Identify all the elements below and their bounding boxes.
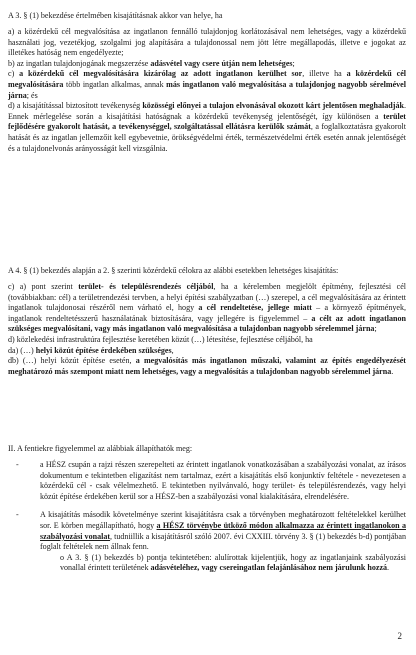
page-number: 2	[397, 631, 402, 641]
purpose-da: da) (…) helyi közút építése érdekében szükséges,	[8, 345, 174, 355]
dash-bullet: -	[16, 460, 19, 470]
finding-item: - a HÉSZ csupán a rajzi részen szerepelteti az érintett ingatlanok vonatkozásában a szabályozási vonalat, az írásos dokumentum e tekintetben eligazítást nem tartalmaz, ezért a kisajátítás első konjunktív feltétele - nevezetesen a közérdekű cél - csak vélelmezhető. E tekintetben nyilvánvaló, hogy terület- és településrendezés, vagy helyi közút építése érdekében kerül sor a HÉSZ-ben a szabályozási vonal kialakítására, elrendelésére.	[16, 460, 406, 501]
purpose-d: d) közlekedési infrastruktúra fejlesztése keretében közút (…) létesítése, fejlesztése céljából, ha	[8, 335, 313, 345]
section-public-purposes	[8, 266, 406, 377]
condition-d: d) a kisajátítással biztosított tevékenység közösségi előnyei a tulajon elvonásával okozott kárt jelentősen meghaladják. Ennek mérlegelése során a kisajátítási hatóságnak a közérdekű tevékenység jelentőségét, így különösen a terület fejlődésére gyakorolt hatását, a tevékenységgel, szolgáltatással ellátásra kerülők számát, a foglalkoztatásra gyakorolt hatását és az ingatlan jellemzőit kell egybevetnie, örökségvédelmi érték, természetvédelmi érték esetén annak jelentőségét és a tulajdonelvonás arányosságát kell vizsgálnia.	[8, 101, 406, 153]
section-intro: A 4. § (1) bekezdés alapján a 2. § szerinti közérdekű célokra az alábbi esetekben lehetséges kisajátítás:	[8, 266, 339, 275]
finding-subitem: o A 3. § (1) bekezdés b) pontja tekintetében: alulírottak kijelentjük, hogy az ingatlanjaink szabályozási vonallal érintett területének adásvételéhez, vagy csereingatlan felajánlásához nem járulunk hozzá.	[60, 552, 406, 573]
purpose-db: db) (…) helyi közút építése esetén, a megvalósítás más ingatlanon műszaki, valamint az építés engedélyezését meghatározó más szempont miatt nem lehetséges, vagy a megvalósítás a tulajdonban nagyobb sérelemmel járna.	[8, 356, 406, 376]
section-findings	[8, 444, 406, 574]
condition-a: a) a közérdekű cél megvalósítása az ingatlanon fennálló tulajdonjog korlátozásával nem lehetséges, vagy a közérdekű használati jog, vezetékjog, szolgalmi jog alapítására a tulajdonossal nem jött létre megállapodás, illetve e jogokat az illetékes hatóság nem engedélyezte;	[8, 27, 406, 58]
section-intro: II. A fentiekre figyelemmel az alábbiak állapíthatók meg:	[8, 444, 193, 453]
section-intro: A 3. § (1) bekezdése értelmében kisajátításnak akkor van helye, ha	[8, 11, 223, 20]
condition-c: c) a közérdekű cél megvalósítására kizárólag az adott ingatlanon kerülhet sor, illetve ha a közérdekű cél megvalósítására több ingatlan alkalmas, annak más ingatlanon való megvalósítása a tulajdonjog nagyobb sérelmével járna; és	[8, 69, 407, 100]
dash-bullet: -	[16, 510, 19, 520]
condition-b: b) az ingatlan tulajdonjogának megszerzése adásvétel vagy csere útján nem lehetséges;	[8, 58, 295, 68]
purpose-c: c) a) pont szerint terület- és településrendezés céljából, ha a kérelemben megjelölt építmény, fejlesztési cél (továbbiakban: cél) a területrendezési tervben, a helyi építési szabályzatban (…) szerepel, a cél megvalósítására az érintett ingatlanok tulajdonosai részéről nem várható el, hogy a cél rendeltetése, jellege miatt – a környező építmények, ingatlanok rendeltetésszerű használatának biztosítására, vagy jellegére is figyelemmel – a célt az adott ingatlanon szükséges megvalósítani, vagy más ingatlanon való megvalósítása a tulajdonban nagyobb sérelemmel járna;	[8, 282, 406, 334]
finding-item: - A kisajátítás második követelménye szerint kisajátításra csak a törvényben meghatározott feltételekkel kerülhet sor. E körben megállapítható, hogy a HÉSZ törvénybe ütköző módon alkalmazza az érintett ingatlanokon a szabályozási vonalat, tudniillik a kisajátításról szóló 2007. évi CXXIII. törvény 3. § (1) bekezdés b-d) pontjában foglalt feltételek nem állnak fenn.	[16, 510, 407, 552]
section-expropriation-conditions	[8, 11, 406, 154]
